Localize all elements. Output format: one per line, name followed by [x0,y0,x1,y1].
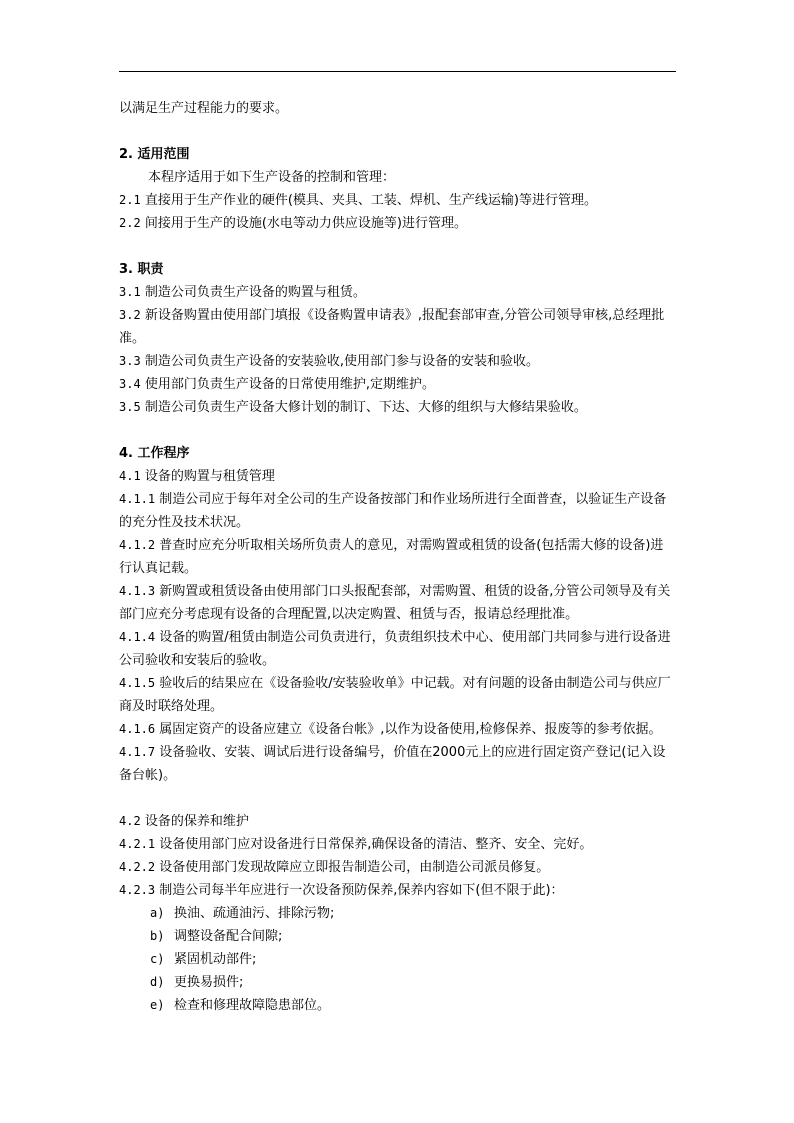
list-item: 4.1.7 设备验收、安装、调试后进行设备编号，价值在2000元上的应进行固定资产登记(记入设备台帐)。 [119,745,666,783]
list-item: 3.1 制造公司负责生产设备的购置与租赁。 [119,285,366,300]
list-item: 2.1 直接用于生产作业的硬件(模具、夹具、工装、焊机、生产线运输)等进行管理。 [119,193,597,208]
list-item: 4.1.4 设备的购置/租赁由制造公司负责进行，负责组织技术中心、使用部门共同参与进行设备进公司验收和安装后的验收。 [119,630,671,668]
list-item: 4.1.3 新购置或租赁设备由使用部门口头报配套部，对需购置、租赁的设备,分管公司领导及有关部门应充分考虑现有设备的合理配置,以决定购置、租赁与否，报请总经理批准。 [119,584,671,622]
subsection-heading: 4.1 设备的购置与租赁管理 [119,469,275,484]
list-item: 4.1.1 制造公司应于每年对全公司的生产设备按部门和作业场所进行全面普查，以验证生产设备的充分性及技术状况。 [119,492,667,530]
list-item: 4.2.3 制造公司每半年应进行一次设备预防保养,保养内容如下(但不限于此)： [119,883,564,898]
list-item: 3.2 新设备购置由使用部门填报《设备购置申请表》,报配套部审查,分管公司领导审核,总经理批准。 [119,308,665,346]
list-item: 4.2.2 设备使用部门发现故障应立即报告制造公司，由制造公司派员修复。 [119,860,550,875]
sub-list-item: e) 检查和修理故障隐患部位。 [150,998,331,1013]
section-heading-procedure: 4. 工作程序 [119,446,190,461]
sub-list-item: a) 换油、疏通油污、排除污物; [150,906,335,921]
subsection-heading: 4.2 设备的保养和维护 [119,814,249,829]
list-item: 4.1.2 普查时应充分听取相关场所负责人的意见，对需购置或租赁的设备(包括需大修的设备)进行认真记载。 [119,538,664,576]
list-item: 4.2.1 设备使用部门应对设备进行日常保养,确保设备的清洁、整齐、安全、完好。 [119,837,593,852]
list-item: 3.5 制造公司负责生产设备大修计划的制订、下达、大修的组织与大修结果验收。 [119,400,587,415]
section-heading-scope: 2. 适用范围 [119,147,190,162]
sub-list-item: b) 调整设备配合间隙; [150,929,283,944]
list-item: 2.2 间接用于生产的设施(水电等动力供应设施等)进行管理。 [119,216,467,231]
list-item: 4.1.6 属固定资产的设备应建立《设备台帐》,以作为设备使用,检修保养、报废等的参考依据。 [119,722,662,737]
section-intro: 本程序适用于如下生产设备的控制和管理： [148,170,396,185]
section-heading-responsibilities: 3. 职责 [119,262,164,277]
list-item: 3.4 使用部门负责生产设备的日常使用维护,定期维护。 [119,377,435,392]
header-rule [119,71,676,72]
list-item: 4.1.5 验收后的结果应在《设备验收/安装验收单》中记载。对有问题的设备由制造公司与供应厂商及时联络处理。 [119,676,671,714]
list-item: 3.3 制造公司负责生产设备的安装验收,使用部门参与设备的安装和验收。 [119,354,539,369]
sub-list-item: d) 更换易损件; [150,975,244,990]
intro-continuation: 以满足生产过程能力的要求。 [119,101,289,116]
document-body [119,97,676,1017]
sub-list-item: c) 紧固机动部件; [150,952,257,967]
